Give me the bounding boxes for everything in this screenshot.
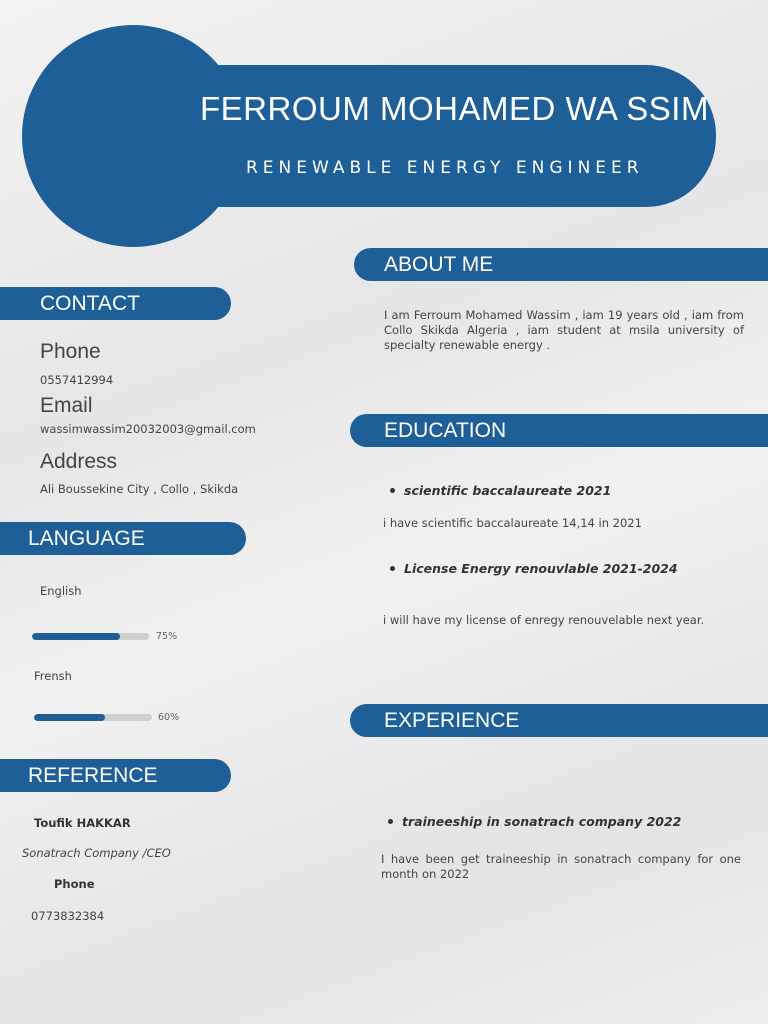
experience-heading: EXPERIENCE [350,704,768,737]
about-text: I am Ferroum Mohamed Wassim , iam 19 years old , iam from Collo Skikda Algeria , iam student at msila university of specialty renewable energy . [384,308,744,352]
experience-item-1-desc: I have been get traineeship in sonatrach company for one month on 2022 [381,852,741,881]
reference-phone: 0773832384 [31,909,105,923]
education-heading: EDUCATION [350,414,768,447]
language-french: Frensh [34,669,72,683]
experience-item-1-title: traineeship in sonatrach company 2022 [402,814,682,829]
experience-item-1 [388,811,681,830]
job-title: RENEWABLE ENERGY ENGINEER [246,158,644,178]
education-item-2 [390,558,678,577]
address-label: Address [40,450,118,473]
language-heading: LANGUAGE [0,522,246,555]
reference-phone-label: Phone [54,877,95,891]
education-item-1 [390,480,611,499]
education-item-1-desc: i have scientific baccalaureate 14,14 in 2021 [383,516,642,530]
header-banner [170,65,716,207]
french-progress-fill [34,714,105,721]
bullet-icon [390,566,395,571]
bullet-icon [388,819,393,824]
reference-heading: REFERENCE [0,759,231,792]
english-percent: 75% [156,631,178,642]
language-english: English [40,584,82,598]
reference-company: Sonatrach Company /CEO [22,846,171,860]
about-heading: ABOUT ME [354,248,768,281]
email-label: Email [40,394,93,417]
education-item-2-title: License Energy renouvlable 2021-2024 [404,561,678,576]
person-name: FERROUM MOHAMED WA SSIM [200,90,709,127]
address-value: Ali Boussekine City , Collo , Skikda [40,482,239,496]
french-percent: 60% [158,712,180,723]
french-progress-bar [34,714,152,721]
phone-value: 0557412994 [40,373,114,387]
contact-heading: CONTACT [0,287,231,320]
education-item-2-desc: i will have my license of enregy renouvelable next year. [383,613,705,627]
english-progress-bar [32,633,149,640]
reference-name: Toufik HAKKAR [34,816,131,830]
phone-label: Phone [40,340,101,363]
email-value: wassimwassim20032003@gmail.com [40,422,256,436]
bullet-icon [390,488,395,493]
education-item-1-title: scientific baccalaureate 2021 [404,483,612,498]
english-progress-fill [32,633,120,640]
